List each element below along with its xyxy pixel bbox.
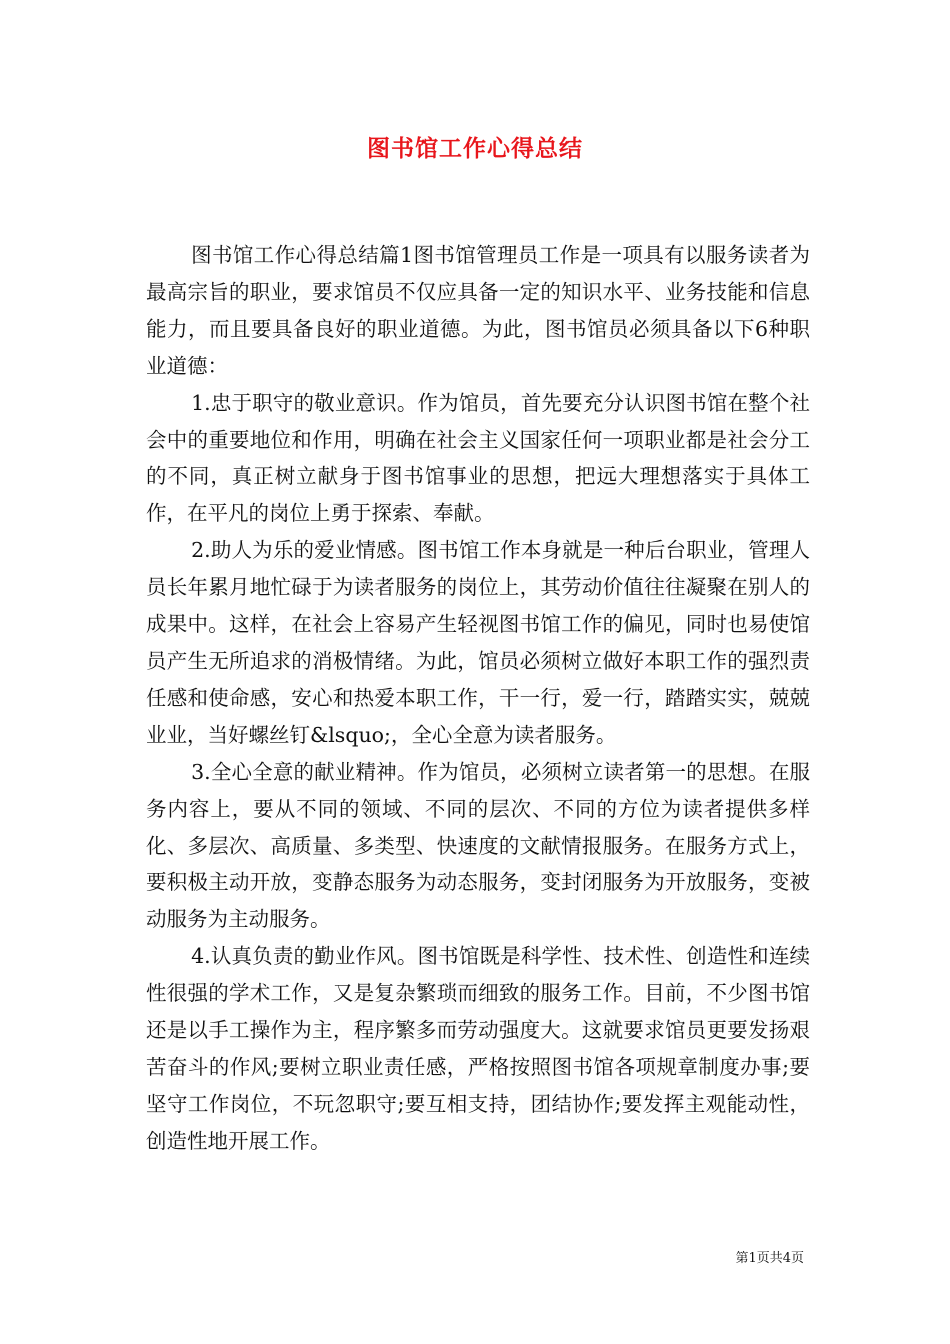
document-title: 图书馆工作心得总结 <box>367 136 583 162</box>
paragraph-2: 2.助人为乐的爱业情感。图书馆工作本身就是一种后台职业，管理人员长年累月地忙碌于为读者服务的岗位上，其劳动价值往往凝聚在别人的成果中。这样，在社会上容易产生轻视图书馆工作的偏见，同时也易使馆员产生无所追求的消极情绪。为此，馆员必须树立做好本职工作的强烈责任感和使命感，安心和热爱本职工作，干一行，爱一行，踏踏实实，兢兢业业，当好螺丝钉&lsquo;，全心全意为读者服务。 <box>146 538 810 747</box>
page-number: 第1页共4页 <box>735 1251 804 1266</box>
paragraph-4: 4.认真负责的勤业作风。图书馆既是科学性、技术性、创造性和连续性很强的学术工作，又是复杂繁琐而细致的服务工作。目前，不少图书馆还是以手工操作为主，程序繁多而劳动强度大。这就要求馆员更要发扬艰苦奋斗的作风;要树立职业责任感，严格按照图书馆各项规章制度办事;要坚守工作岗位，不玩忽职守;要互相支持，团结协作;要发挥主观能动性，创造性地开展工作。 <box>146 944 810 1153</box>
paragraph-intro: 图书馆工作心得总结篇1图书馆管理员工作是一项具有以服务读者为最高宗旨的职业，要求馆员不仅应具备一定的知识水平、业务技能和信息能力，而且要具备良好的职业道德。为此，图书馆员必须具备以下6种职业道德： <box>146 243 810 378</box>
paragraph-1: 1.忠于职守的敬业意识。作为馆员，首先要充分认识图书馆在整个社会中的重要地位和作用，明确在社会主义国家任何一项职业都是社会分工的不同，真正树立献身于图书馆事业的思想，把远大理想落实于具体工作，在平凡的岗位上勇于探索、奉献。 <box>146 390 810 526</box>
document-body <box>146 237 810 1160</box>
paragraph-3: 3.全心全意的献业精神。作为馆员，必须树立读者第一的思想。在服务内容上，要从不同的领域、不同的层次、不同的方位为读者提供多样化、多层次、高质量、多类型、快速度的文献情报服务。在服务方式上，要积极主动开放，变静态服务为动态服务，变封闭服务为开放服务，变被动服务为主动服务。 <box>146 759 810 932</box>
